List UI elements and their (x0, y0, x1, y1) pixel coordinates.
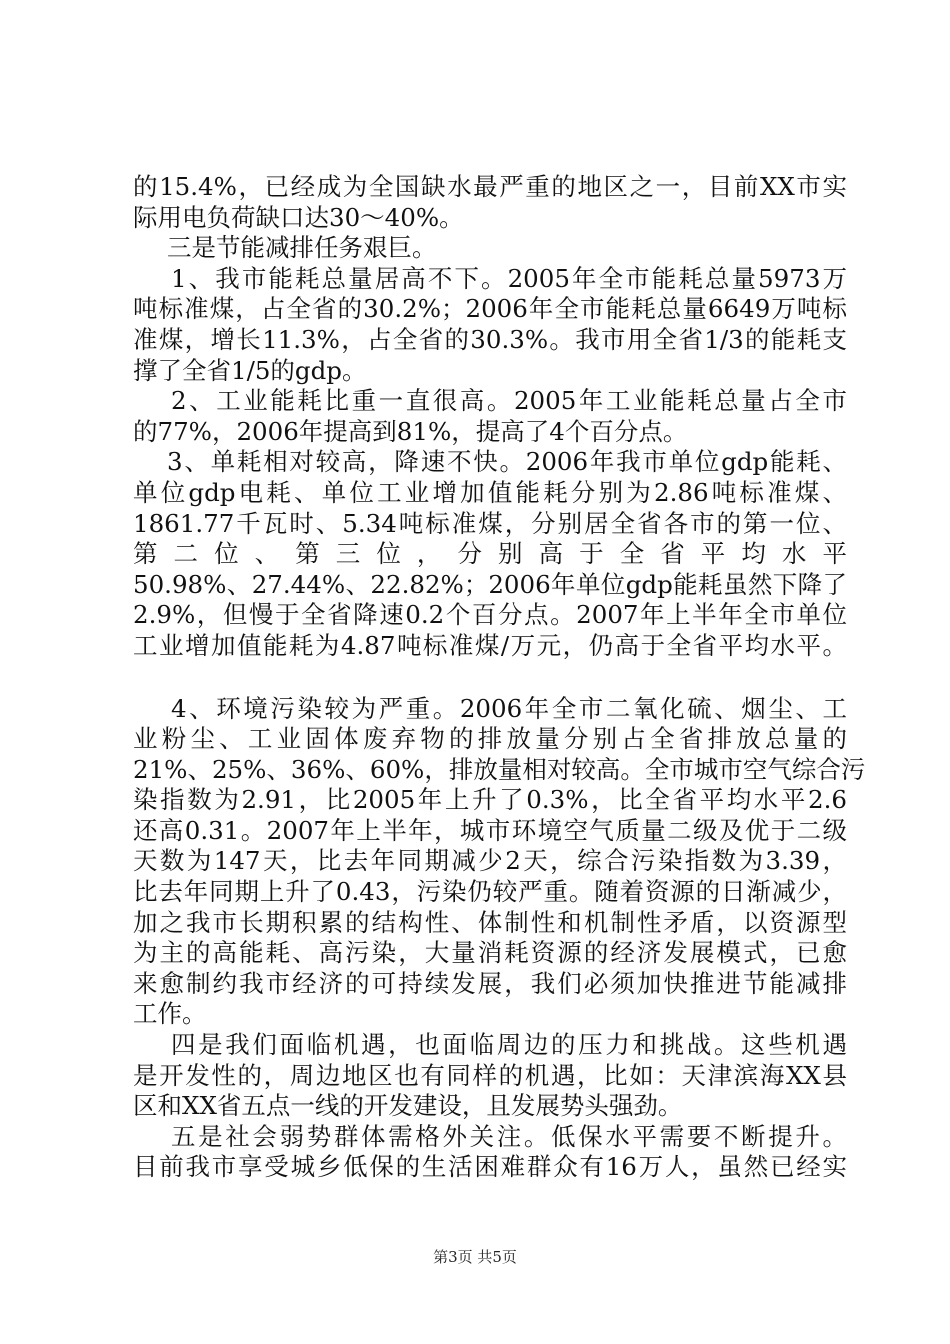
document-body (133, 172, 866, 1183)
text-line: 吨标准煤，占全省的30.2%；2006年全市能耗总量6649万吨标 (133, 294, 847, 324)
text-line: 区和XX省五点一线的开发建设，且发展势头强劲。 (133, 1091, 683, 1121)
text-line: 2、工业能耗比重一直很高。2005年工业能耗总量占全市 (171, 386, 847, 416)
text-line: 4、环境污染较为严重。2006年全市二氧化硫、烟尘、工 (171, 693, 847, 723)
text-line: 工业增加值能耗为4.87吨标准煤/万元，仍高于全省平均水平。 (133, 630, 847, 660)
text-line: 天数为147天，比去年同期减少2天，综合污染指数为3.39， (133, 846, 847, 876)
text-line: 1861.77千瓦时、5.34吨标准煤，分别居全省各市的第一位、 (133, 508, 847, 538)
text-line: 目前我市享受城乡低保的生活困难群众有16万人，虽然已经实 (133, 1152, 847, 1182)
paragraph-gap (133, 662, 847, 694)
text-line: 50.98%、27.44%、22.82%；2006年单位gdp能耗虽然下降了 (133, 569, 847, 599)
text-line: 来愈制约我市经济的可持续发展，我们必须加快推进节能减排 (133, 968, 847, 998)
text-line: 比去年同期上升了0.43，污染仍较严重。随着资源的日渐减少， (133, 877, 847, 907)
text-line: 加之我市长期积累的结构性、体制性和机制性矛盾，以资源型 (133, 907, 847, 937)
text-line: 工作。 (133, 999, 207, 1029)
text-line: 还高0.31。2007年上半年，城市环境空气质量二级及优于二级 (133, 815, 847, 845)
text-line: 的15.4%，已经成为全国缺水最严重的地区之一，目前XX市实 (133, 172, 847, 201)
text-line: 撑了全省1/5的gdp。 (133, 355, 367, 385)
text-line: 的77%，2006年提高到81%，提高了4个百分点。 (133, 416, 688, 446)
section-heading: 三是节能减排任务艰巨。 (167, 233, 437, 263)
text-line: 第 二 位 、 第 三 位 ， 分 别 高 于 全 省 平 均 水 平 (133, 539, 847, 569)
text-line: 3、单耗相对较高，降速不快。2006年我市单位gdp能耗、 (167, 447, 847, 477)
text-line: 业粉尘、工业固体废弃物的排放量分别占全省排放总量的 (133, 724, 847, 754)
text-line: 准煤，增长11.3%，占全省的30.3%。我市用全省1/3的能耗支 (133, 324, 847, 354)
text-line: 1、我市能耗总量居高不下。2005年全市能耗总量5973万 (171, 263, 847, 293)
text-line: 染指数为2.91，比2005年上升了0.3%，比全省平均水平2.6 (133, 785, 847, 815)
text-line: 单位gdp电耗、单位工业增加值能耗分别为2.86吨标准煤、 (133, 477, 847, 507)
section-heading: 五是社会弱势群体需格外关注。低保水平需要不断提升。 (171, 1121, 847, 1151)
page-footer: 第3页 共5页 (433, 1248, 517, 1266)
text-line: 是开发性的，周边地区也有同样的机遇，比如：天津滨海XX县 (133, 1060, 847, 1090)
text-line: 2.9%，但慢于全省降速0.2个百分点。2007年上半年全市单位 (133, 600, 847, 630)
text-line: 为主的高能耗、高污染，大量消耗资源的经济发展模式，已愈 (133, 938, 847, 968)
text-line: 际用电负荷缺口达30～40%。 (133, 202, 464, 232)
text-line: 21%、25%、36%、60%，排放量相对较高。全市城市空气综合污 (133, 754, 866, 784)
section-heading: 四是我们面临机遇，也面临周边的压力和挑战。这些机遇 (171, 1030, 847, 1060)
